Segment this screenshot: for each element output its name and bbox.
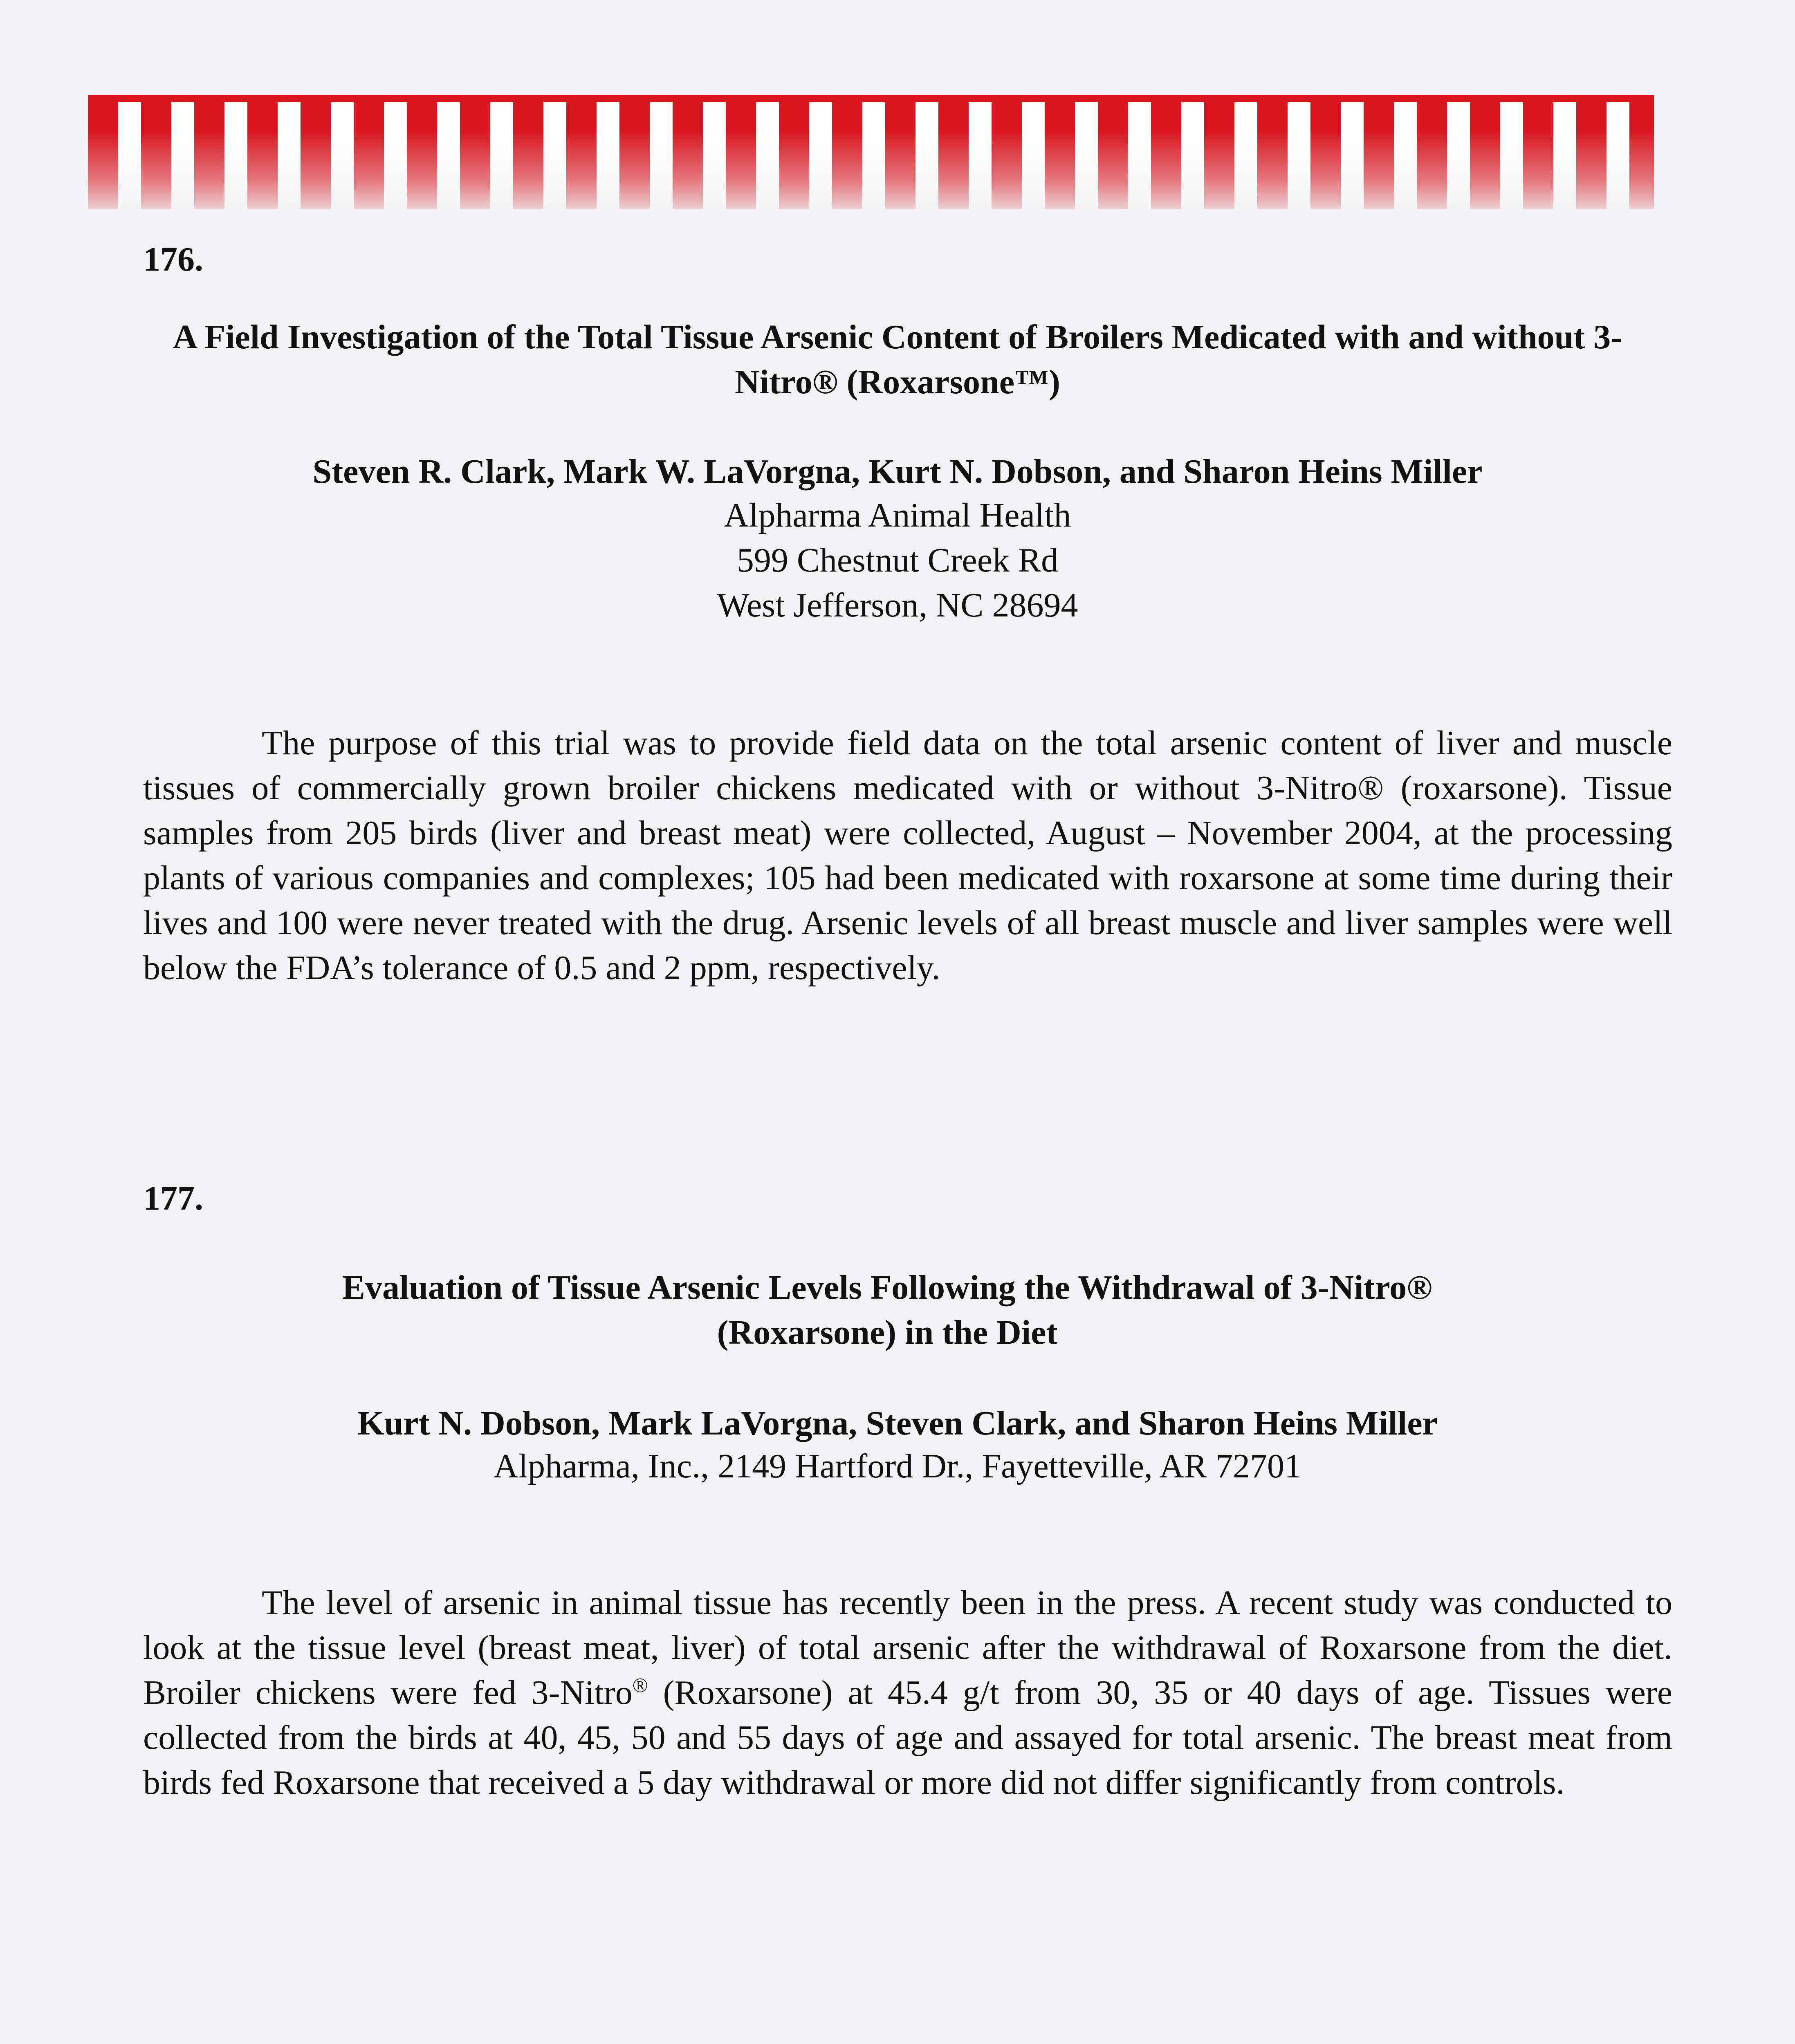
abstract-177-authors: Kurt N. Dobson, Mark LaVorgna, Steven Clark, and Sharon Heins Miller — [357, 1404, 1438, 1442]
registered-mark: ® — [632, 1674, 648, 1697]
body-text: (Roxarsone) at 45.4 g/t from 30, 35 or 40 days of age. Tissues were collected from the birds at 40, 45, 50 and 55 days of age and assayed for total arsenic. The breast meat from birds fed Roxarsone that received a 5 day withdrawal or more did not differ significantly from controls. — [143, 1674, 1672, 1802]
abstract-177-title: Evaluation of Tissue Arsenic Levels Following the Withdrawal of 3-Nitro® (Roxarsone) in the Diet — [342, 1269, 1433, 1351]
abstract-177-affiliation: Alpharma, Inc., 2149 Hartford Dr., Fayetteville, AR 72701 — [494, 1447, 1301, 1485]
abstract-176-affiliation — [123, 493, 1672, 628]
header-striped-banner — [88, 95, 1654, 209]
abstract-177-body — [143, 1580, 1672, 1805]
abstract-176-authors: Steven R. Clark, Mark W. LaVorgna, Kurt N. Dobson, and Sharon Heins Miller — [312, 453, 1483, 491]
header-banner-top-rule — [88, 95, 1654, 102]
abstract-177-number: 177. — [143, 1179, 203, 1217]
abstract-176-number: 176. — [143, 240, 203, 278]
abstract-176-title: A Field Investigation of the Total Tissue Arsenic Content of Broilers Medicated with and without 3-Nitro® (Roxarsone™) — [173, 318, 1622, 401]
affiliation-line: Alpharma Animal Health — [724, 496, 1071, 534]
affiliation-line: West Jefferson, NC 28694 — [717, 586, 1078, 624]
abstract-176-body: The purpose of this trial was to provide field data on the total arsenic content of liver and muscle tissues of commercially grown broiler chickens medicated with or without 3-Nitro® (roxarsone). Tissue samples from 205 birds (liver and breast meat) were collected, August – November 2004, at the processing plants of various companies and complexes; 105 had been medicated with roxarsone at some time during their lives and 100 were never treated with the drug. Arsenic levels of all breast muscle and liver samples were well below the FDA’s tolerance of 0.5 and 2 ppm, respectively. — [143, 724, 1672, 987]
affiliation-line: 599 Chestnut Creek Rd — [736, 541, 1059, 579]
body-text: The level of arsenic in animal tissue has recently been in the press. A recent study was conducted to look at the tissue level (breast meat, liver) of total arsenic after the withdrawal of Roxarsone from the diet. Broiler chickens were fed 3-Nitro — [143, 1584, 1672, 1712]
